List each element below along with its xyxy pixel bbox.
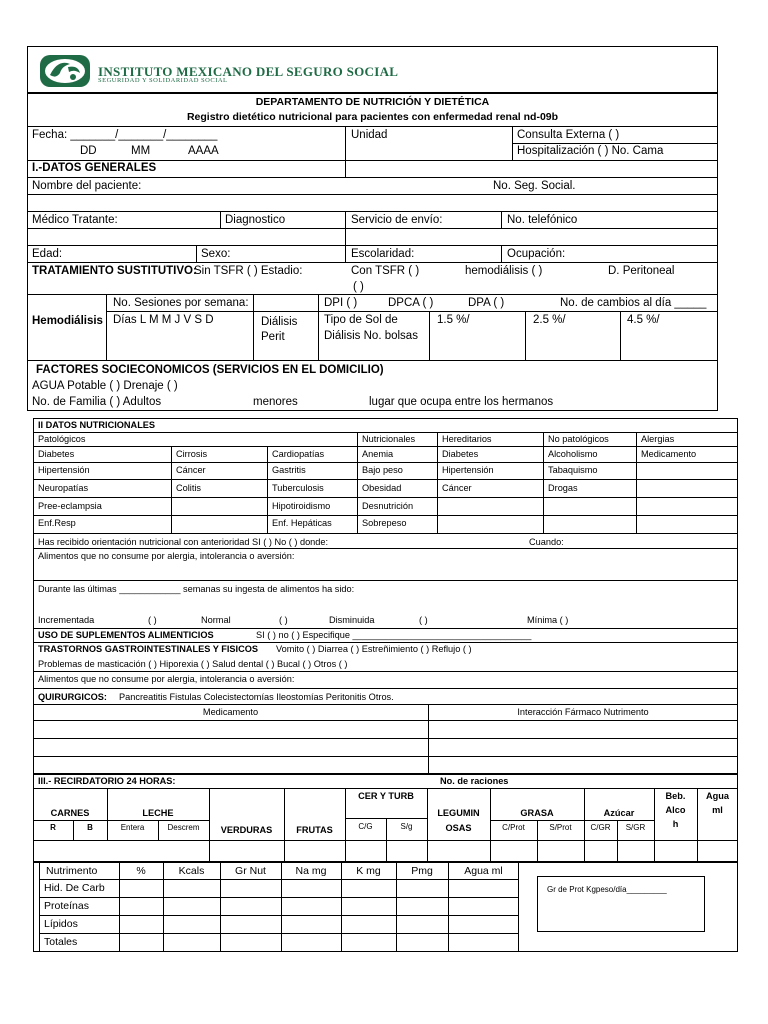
history-cell: Diabetes — [38, 449, 75, 459]
agua-drenaje: AGUA Potable ( ) Drenaje ( ) — [32, 380, 178, 392]
nutrient-header: Kcals — [178, 865, 205, 877]
unidad-label: Unidad — [351, 129, 388, 141]
social-security-label: No. Seg. Social. — [493, 180, 576, 192]
history-cell: Sobrepeso — [362, 518, 407, 528]
dialisis-label: Diálisis — [261, 316, 298, 328]
history-cell: Hipertensión — [38, 465, 90, 475]
cuando-label: Cuando: — [529, 537, 564, 547]
bebidas-header-3: h — [672, 819, 679, 829]
servicio-label: Servicio de envío: — [351, 214, 443, 226]
carnes-r: R — [50, 823, 56, 832]
history-cell: Anemia — [362, 449, 394, 459]
header-hereditarios: Hereditarios — [442, 434, 492, 444]
azucar-cgr: C/GR — [590, 823, 611, 832]
sexo-label: Sexo: — [201, 248, 231, 260]
history-cell: Diabetes — [442, 449, 479, 459]
recall-title: III.- RECIRDATORIO 24 HORAS: — [38, 776, 176, 786]
hospitalizacion: Hospitalización ( ) No. Cama — [517, 145, 664, 157]
header-alergias: Alergias — [641, 434, 675, 444]
history-cell: Bajo peso — [362, 465, 403, 475]
history-cell: Cáncer — [176, 465, 206, 475]
con-tsfr: Con TSFR ( ) — [351, 265, 420, 277]
nutrient-header: Nutrimento — [46, 865, 98, 877]
consulta-externa: Consulta Externa ( ) — [517, 129, 620, 141]
history-cell: Tuberculosis — [272, 483, 324, 493]
durante-question: Durante las últimas ____________ semanas su ingesta de alimentos ha sido: — [38, 584, 355, 594]
department-title: DEPARTAMENTO DE NUTRICIÓN Y DIETÉTICA — [255, 96, 490, 108]
institution-tagline: SEGURIDAD Y SOLIDARIDAD SOCIAL — [98, 77, 228, 84]
dpa-option: DPA ( ) — [468, 297, 505, 309]
nutrient-row-label: Proteínas — [44, 900, 89, 912]
sin-tsfr: Sin TSFR ( ) Estadio: — [194, 265, 303, 277]
history-cell: Hipertensión — [442, 465, 494, 475]
incrementada-check: ( ) — [148, 615, 157, 625]
tipo-sol-label: Tipo de Sol de — [324, 314, 398, 326]
orientacion-question: Has recibido orientación nutricional con anterioridad SI ( ) No ( ) donde: — [38, 537, 329, 547]
history-cell: Neuropatías — [38, 483, 89, 493]
agua-header-1: Agua — [706, 791, 729, 801]
alergia-question-1: Alimentos que no consume por alergia, intolerancia o aversión: — [38, 551, 295, 561]
protein-per-kg-label: Gr de Prot Kgpeso/día_________ — [547, 885, 667, 894]
fecha-mm: MM — [131, 145, 151, 157]
telefono-label: No. telefónico — [507, 214, 578, 226]
suplementos-title: USO DE SUPLEMENTOS ALIMENTICIOS — [38, 630, 214, 640]
diagnostico-label: Diagnostico — [225, 214, 286, 226]
nutrient-header: Pmg — [411, 865, 433, 877]
cereales-sg: S/g — [400, 822, 413, 831]
nutrient-header: Na mg — [295, 865, 327, 877]
history-cell: Colitis — [176, 483, 202, 493]
dialisis-bolsas-label: Diálisis No. bolsas — [324, 330, 418, 342]
carnes-b: B — [87, 823, 93, 832]
familia-adultos: No. de Familia ( ) Adultos — [32, 396, 162, 408]
tratamiento-title: TRATAMIENTO SUSTITUTIVO: — [32, 265, 197, 277]
medicamento-header: Medicamento — [202, 707, 259, 717]
solution-1-5: 1.5 %/ — [437, 314, 470, 326]
incrementada-option: Incrementada — [38, 615, 95, 625]
nutrient-row-label: Hid. De Carb — [44, 882, 105, 894]
history-cell: Gastritis — [272, 465, 306, 475]
history-cell: Pree-eclampsia — [38, 501, 102, 511]
header-patologicos: Patológicos — [38, 434, 86, 444]
history-cell: Enf. Hepáticas — [272, 518, 332, 528]
nutrient-row-label: Lípidos — [44, 918, 78, 930]
disminuida-check: ( ) — [419, 615, 428, 625]
masticacion-row: Problemas de masticación ( ) Hiporexia ( ) Salud dental ( ) Bucal ( ) Otros ( ) — [38, 659, 348, 669]
lugar-hermanos: lugar que ocupa entre los hermanos — [369, 396, 554, 408]
history-cell: Cirrosis — [176, 449, 208, 459]
quirurgicos-title: QUIRURGICOS: — [38, 692, 107, 702]
imss-logo-icon — [40, 55, 90, 87]
history-cell: Obesidad — [362, 483, 402, 493]
nutrient-header: Gr Nut — [235, 865, 266, 877]
agua-header-2: ml — [712, 805, 723, 815]
nutrient-header: % — [136, 865, 146, 877]
grasa-cprot: C/Prot — [502, 823, 525, 832]
leche-descrem: Descrem — [167, 823, 200, 832]
history-cell: Medicamento — [641, 449, 697, 459]
patient-name-label: Nombre del paciente: — [32, 180, 142, 192]
verduras-header: VERDURAS — [220, 825, 273, 835]
normal-option: Normal — [201, 615, 231, 625]
interaccion-header: Interacción Fármaco Nutrimento — [517, 707, 649, 717]
edad-label: Edad: — [32, 248, 63, 260]
leguminosas-header-2: OSAS — [445, 823, 472, 833]
nutrient-header: K mg — [356, 865, 381, 877]
fecha-label: Fecha: _______/_______/________ — [32, 129, 218, 141]
general-data-title: I.-DATOS GENERALES — [32, 162, 157, 174]
bebidas-header-2: Alco — [665, 805, 686, 815]
suplementos-options: SI ( ) no ( ) Especifique ___________________________________ — [256, 630, 532, 640]
normal-check: ( ) — [279, 615, 288, 625]
trastornos-title: TRASTORNOS GASTROINTESTINALES Y FISICOS — [38, 644, 259, 654]
sesiones-label: No. Sesiones por semana: — [113, 297, 249, 309]
history-cell: Desnutrición — [362, 501, 414, 511]
frutas-header: FRUTAS — [296, 825, 333, 835]
nutrient-header: Agua ml — [464, 865, 503, 877]
history-cell: Hipotiroidismo — [272, 501, 331, 511]
azucar-header: Azúcar — [603, 808, 635, 818]
peritoneal-option: D. Peritoneal — [608, 265, 675, 277]
history-cell: Enf.Resp — [38, 518, 76, 528]
history-cell: Cardiopatías — [272, 449, 325, 459]
solution-4-5: 4.5 %/ — [627, 314, 660, 326]
dpca-option: DPCA ( ) — [388, 297, 434, 309]
peritoneal-check: ( ) — [353, 281, 364, 293]
ocupacion-label: Ocupación: — [507, 248, 566, 260]
dpi-option: DPI ( ) — [324, 297, 358, 309]
cereales-header: CER Y TURB — [358, 791, 414, 801]
perit-label: Perit — [261, 331, 285, 343]
escolaridad-label: Escolaridad: — [351, 248, 415, 260]
medico-label: Médico Tratante: — [32, 214, 118, 226]
disminuida-option: Disminuida — [329, 615, 375, 625]
raciones-label: No. de raciones — [440, 776, 509, 786]
menores-label: menores — [253, 396, 298, 408]
socioeconomic-title: FACTORES SOCIECONOMICOS (SERVICIOS EN EL DOMICILIO) — [36, 364, 384, 376]
cambios-label: No. de cambios al día _____ — [560, 297, 707, 309]
cereales-cg: C/G — [358, 822, 373, 831]
leguminosas-header-1: LEGUMIN — [437, 808, 480, 818]
bebidas-header-1: Beb. — [665, 791, 686, 801]
carnes-header: CARNES — [50, 808, 90, 818]
history-cell: Alcoholismo — [548, 449, 598, 459]
alergia-question-2: Alimentos que no consume por alergia, intolerancia o aversión: — [38, 674, 295, 684]
leche-header: LECHE — [142, 808, 174, 818]
history-cell: Tabaquismo — [548, 465, 598, 475]
fecha-dd: DD — [80, 145, 97, 157]
hemodialisis-label: Hemodiálisis — [32, 315, 103, 327]
leche-entera: Entera — [120, 823, 145, 832]
fecha-aaaa: AAAA — [188, 145, 219, 157]
dias-label: Días L M M J V S D — [113, 314, 214, 326]
minima-option: Mínima ( ) — [527, 615, 569, 625]
grasa-header: GRASA — [520, 808, 554, 818]
header-nutricionales: Nutricionales — [362, 434, 416, 444]
history-cell: Drogas — [548, 483, 578, 493]
grasa-sprot: S/Prot — [549, 823, 572, 832]
azucar-sgr: S/GR — [625, 823, 646, 832]
quirurgicos-items: Pancreatitis Fistulas Colecistectomías Ileostomías Peritonitis Otros. — [119, 692, 394, 702]
nutritional-title: II DATOS NUTRICIONALES — [38, 420, 156, 430]
trastornos-options: Vomito ( ) Diarrea ( ) Estreñimiento ( ) Reflujo ( ) — [276, 644, 472, 654]
history-cell: Cáncer — [442, 483, 472, 493]
nutrient-row-label: Totales — [44, 936, 78, 948]
header-no-patologicos: No patológicos — [548, 434, 609, 444]
form-title: Registro dietético nutricional para pacientes con enfermedad renal nd-09b — [186, 111, 559, 123]
hemodialisis-option: hemodiálisis ( ) — [465, 265, 543, 277]
institution-name: INSTITUTO MEXICANO DEL SEGURO SOCIAL — [98, 64, 399, 79]
solution-2-5: 2.5 %/ — [533, 314, 566, 326]
